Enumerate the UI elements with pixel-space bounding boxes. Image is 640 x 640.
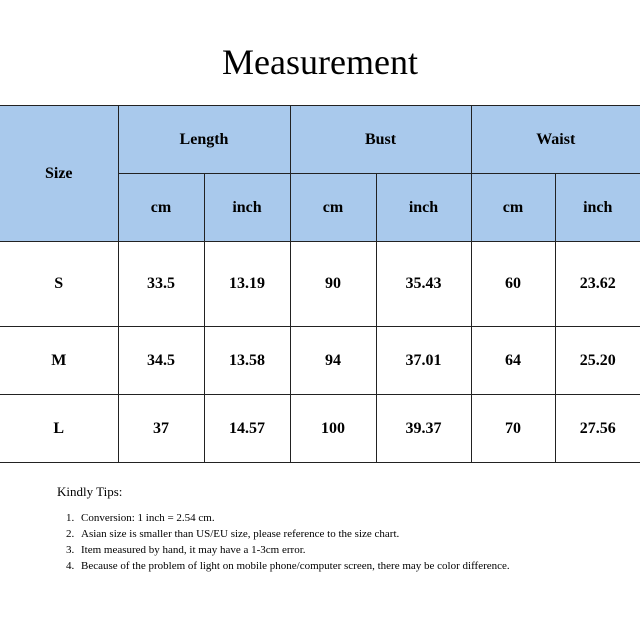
tip-item: 3. Item measured by hand, it may have a 1-3cm error.	[77, 542, 617, 558]
table-row	[0, 327, 640, 395]
table-cell: 23.62	[555, 242, 640, 327]
table-cell: 14.57	[204, 395, 290, 463]
table-cell: 39.37	[376, 395, 471, 463]
tip-item: 1. Conversion: 1 inch = 2.54 cm.	[77, 510, 617, 526]
size-label: M	[0, 327, 118, 395]
unit-header: inch	[555, 174, 640, 242]
table-cell: 13.58	[204, 327, 290, 395]
unit-header: cm	[471, 174, 555, 242]
table-row	[0, 242, 640, 327]
table-cell: 13.19	[204, 242, 290, 327]
table-cell: 37	[118, 395, 204, 463]
table-cell: 90	[290, 242, 376, 327]
bust-group-header: Bust	[290, 106, 471, 174]
table-cell: 60	[471, 242, 555, 327]
tip-item: 2. Asian size is smaller than US/EU size, please reference to the size chart.	[77, 526, 617, 542]
size-chart-table	[0, 105, 640, 463]
kindly-tips	[57, 484, 617, 574]
table-cell: 94	[290, 327, 376, 395]
unit-header: inch	[376, 174, 471, 242]
table-cell: 35.43	[376, 242, 471, 327]
table-cell: 33.5	[118, 242, 204, 327]
unit-header: cm	[118, 174, 204, 242]
table-row	[0, 395, 640, 463]
table-cell: 70	[471, 395, 555, 463]
tips-heading: Kindly Tips:	[57, 484, 123, 499]
page-title: Measurement	[222, 42, 418, 82]
table-cell: 100	[290, 395, 376, 463]
size-column-header: Size	[0, 106, 118, 242]
size-label: S	[0, 242, 118, 327]
tip-item: 4. Because of the problem of light on mobile phone/computer screen, there may be color difference.	[77, 558, 617, 574]
table-cell: 37.01	[376, 327, 471, 395]
tips-list	[57, 510, 617, 574]
size-label: L	[0, 395, 118, 463]
waist-group-header: Waist	[471, 106, 640, 174]
unit-header: inch	[204, 174, 290, 242]
table-cell: 34.5	[118, 327, 204, 395]
unit-header: cm	[290, 174, 376, 242]
table-cell: 25.20	[555, 327, 640, 395]
table-cell: 27.56	[555, 395, 640, 463]
length-group-header: Length	[118, 106, 290, 174]
table-cell: 64	[471, 327, 555, 395]
